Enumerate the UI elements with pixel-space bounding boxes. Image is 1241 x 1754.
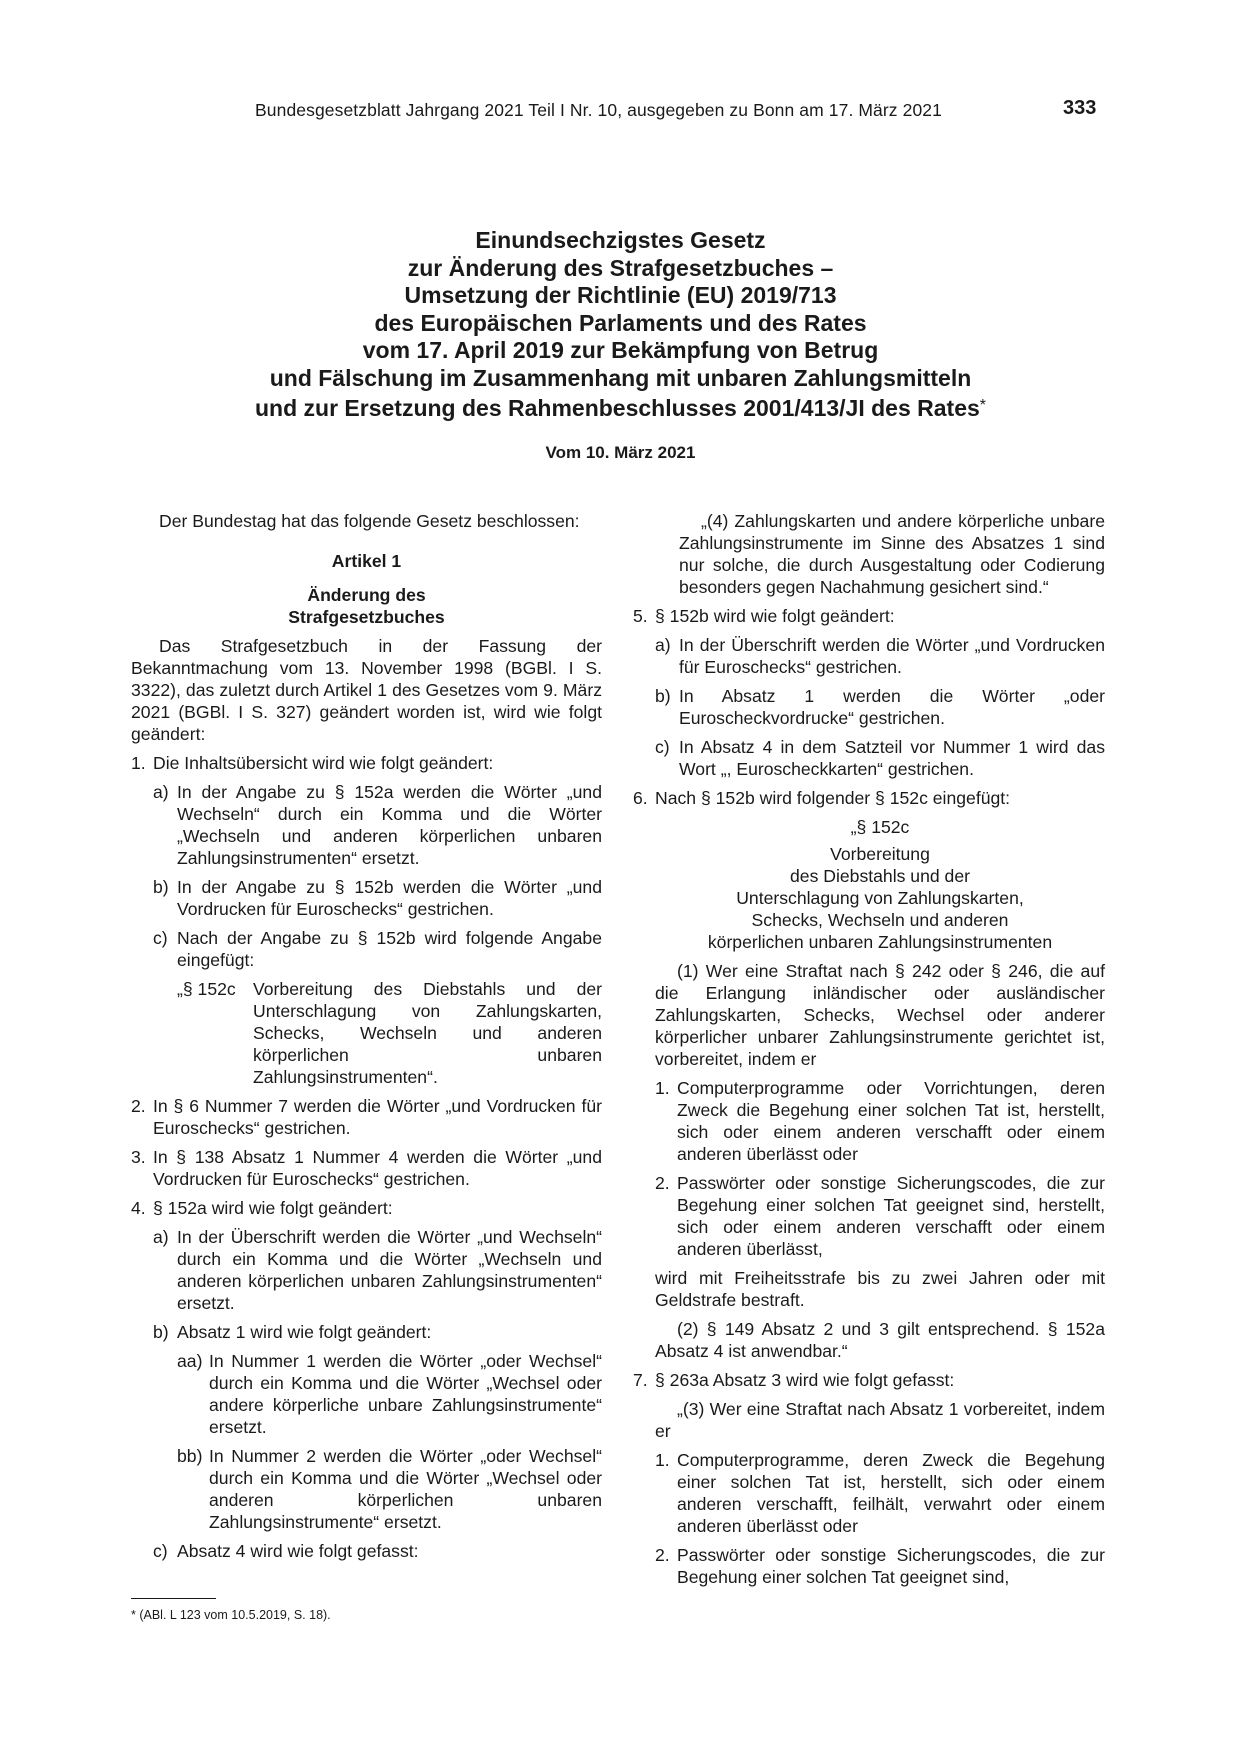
list-item: 4. § 152a wird wie folgt geändert: <box>131 1198 393 1218</box>
title-line: Umsetzung der Richtlinie (EU) 2019/713 <box>404 282 837 308</box>
title-line-text: und zur Ersetzung des Rahmenbeschlusses 2001/413/JI des Rates <box>254 395 980 421</box>
footnote: * (ABl. L 123 vom 10.5.2019, S. 18). <box>131 1608 331 1622</box>
list-item: a) In der Angabe zu § 152a werden die Wörter „und Wechseln“ durch ein Komma und die Wörter „Wechseln und anderen körperlichen unbaren Zahlungsinstrumenten“ ersetzt. <box>153 782 602 868</box>
section-heading-line: körperlichen unbaren Zahlungsinstrumenten <box>707 932 1053 952</box>
law-title <box>0 227 1241 423</box>
list-item: b) In der Angabe zu § 152b werden die Wörter „und Vordrucken für Euroschecks“ gestrichen. <box>153 877 602 919</box>
list-item: 3. In § 138 Absatz 1 Nummer 4 werden die Wörter „und Vordrucken für Euroschecks“ gestrichen. <box>131 1147 602 1189</box>
list-item: c) In Absatz 4 in dem Satzteil vor Nummer 1 wird das Wort „, Euroscheckkarten“ gestrichen. <box>655 737 1105 779</box>
section-heading-line: Vorbereitung <box>830 844 930 864</box>
list-item: 1. Computerprogramme oder Vorrichtungen, deren Zweck die Begehung einer solchen Tat ist, herstellt, sich oder einem anderen verschafft oder einem anderen überlässt oder <box>655 1078 1105 1164</box>
quoted-paragraph: „(4) Zahlungskarten und andere körperliche unbare Zahlungsinstrumente im Sinne des Absatzes 1 sind nur solche, die durch Ausgestaltung oder Codierung besonders gegen Nachahmung gesichert sind.“ <box>679 511 1105 597</box>
list-item: 6. Nach § 152b wird folgender § 152c eingefügt: <box>633 788 1011 808</box>
list-item: a) In der Überschrift werden die Wörter „und Vordrucken für Euroschecks“ gestrichen. <box>655 635 1105 677</box>
enacting-clause: Der Bundestag hat das folgende Gesetz beschlossen: <box>159 511 580 531</box>
list-item: 2. Passwörter oder sonstige Sicherungscodes, die zur Begehung einer solchen Tat geeignet sind, herstellt, sich oder einem anderen verschafft oder einem anderen überlässt, <box>655 1173 1105 1259</box>
article-heading: Artikel 1 <box>331 551 402 571</box>
title-line: zur Änderung des Strafgesetzbuches – <box>407 254 834 281</box>
quoted-paragraph: „(3) Wer eine Straftat nach Absatz 1 vorbereitet, indem er <box>655 1399 1105 1441</box>
list-item: a) In der Überschrift werden die Wörter „und Wechseln“ durch ein Komma und die Wörter „Wechseln und anderen körperlichen unbaren Zahlungsinstrumenten“ ersetzt. <box>153 1227 602 1313</box>
section-heading-line: des Diebstahls und der <box>790 866 970 886</box>
running-head: Bundesgesetzblatt Jahrgang 2021 Teil I Nr. 10, ausgegeben zu Bonn am 17. März 2021 <box>255 100 942 120</box>
list-item: b) In Absatz 1 werden die Wörter „oder Euroscheckvordrucke“ gestrichen. <box>655 686 1105 728</box>
section-number: „§ 152c <box>850 817 910 837</box>
list-item: 2. In § 6 Nummer 7 werden die Wörter „und Vordrucken für Euroschecks“ gestrichen. <box>131 1096 602 1138</box>
right-column <box>633 510 1105 1595</box>
section-heading-line: Schecks, Wechseln und anderen <box>751 910 1009 930</box>
list-item: c) Absatz 4 wird wie folgt gefasst: <box>153 1541 419 1561</box>
footnote-mark: * <box>979 397 987 414</box>
list-item: 1. Computerprogramme, deren Zweck die Begehung einer solchen Tat ist, herstellt, sich oder einem anderen verschafft, feilhält, verwahrt oder einem anderen überlässt oder <box>655 1450 1105 1536</box>
page-number: 333 <box>1063 97 1097 119</box>
paragraph: wird mit Freiheitsstrafe bis zu zwei Jahren oder mit Geldstrafe bestraft. <box>655 1268 1105 1310</box>
paragraph: (2) § 149 Absatz 2 und 3 gilt entsprechend. § 152a Absatz 4 ist anwendbar.“ <box>655 1319 1105 1361</box>
paragraph: (1) Wer eine Straftat nach § 242 oder § 246, die auf die Erlangung inländischer oder ausländischer Zahlungskarten, Schecks, Wechsel oder anderer körperlicher unbarer Zahlungsinstrumente gerichtet ist, vorbereitet, indem er <box>655 961 1105 1069</box>
section-heading-line: Unterschlagung von Zahlungskarten, <box>736 888 1024 908</box>
list-item: 2. Passwörter oder sonstige Sicherungscodes, die zur Begehung einer solchen Tat geeignet sind, <box>655 1545 1105 1587</box>
list-item: c) Nach der Angabe zu § 152b wird folgende Angabe eingefügt: <box>153 928 602 970</box>
list-item: b) Absatz 1 wird wie folgt geändert: <box>153 1322 432 1342</box>
list-item: bb) In Nummer 2 werden die Wörter „oder Wechsel“ durch ein Komma und die Wörter „Wechsel oder anderen körperlichen unbaren Zahlungsinstrumente“ ersetzt. <box>177 1446 602 1532</box>
law-date: Vom 10. März 2021 <box>545 443 696 462</box>
title-line: des Europäischen Parlaments und des Rates <box>374 309 867 336</box>
list-item: aa) In Nummer 1 werden die Wörter „oder Wechsel“ durch ein Komma und die Wörter „Wechsel oder andere körperliche unbare Zahlungsinstrumente“ ersetzt. <box>177 1351 602 1437</box>
list-item: 1. Die Inhaltsübersicht wird wie folgt geändert: <box>131 753 494 773</box>
list-item: 7. § 263a Absatz 3 wird wie folgt gefasst: <box>633 1370 955 1390</box>
article-title-line: Strafgesetzbuches <box>288 607 445 627</box>
title-line <box>0 392 1241 423</box>
title-line: vom 17. April 2019 zur Bekämpfung von Betrug <box>362 337 879 363</box>
left-column <box>131 510 602 1569</box>
title-line: und Fälschung im Zusammenhang mit unbaren Zahlungsmitteln <box>269 364 972 391</box>
paragraph: Das Strafgesetzbuch in der Fassung der Bekanntmachung vom 13. November 1998 (BGBl. I S. 3322), das zuletzt durch Artikel 1 des Gesetzes vom 9. März 2021 (BGBl. I S. 327) geändert worden ist, wird wie folgt geändert: <box>131 636 602 744</box>
footnote-divider <box>131 1598 216 1599</box>
article-title-line: Änderung des <box>307 585 426 605</box>
list-item: „§ 152c Vorbereitung des Diebstahls und der Unterschlagung von Zahlungskarten, Schecks, Wechseln und anderen körperlichen unbaren Zahlungsinstrumenten“. <box>177 979 602 1087</box>
title-line: Einundsechzigstes Gesetz <box>475 227 766 253</box>
list-item: 5. § 152b wird wie folgt geändert: <box>633 606 895 626</box>
